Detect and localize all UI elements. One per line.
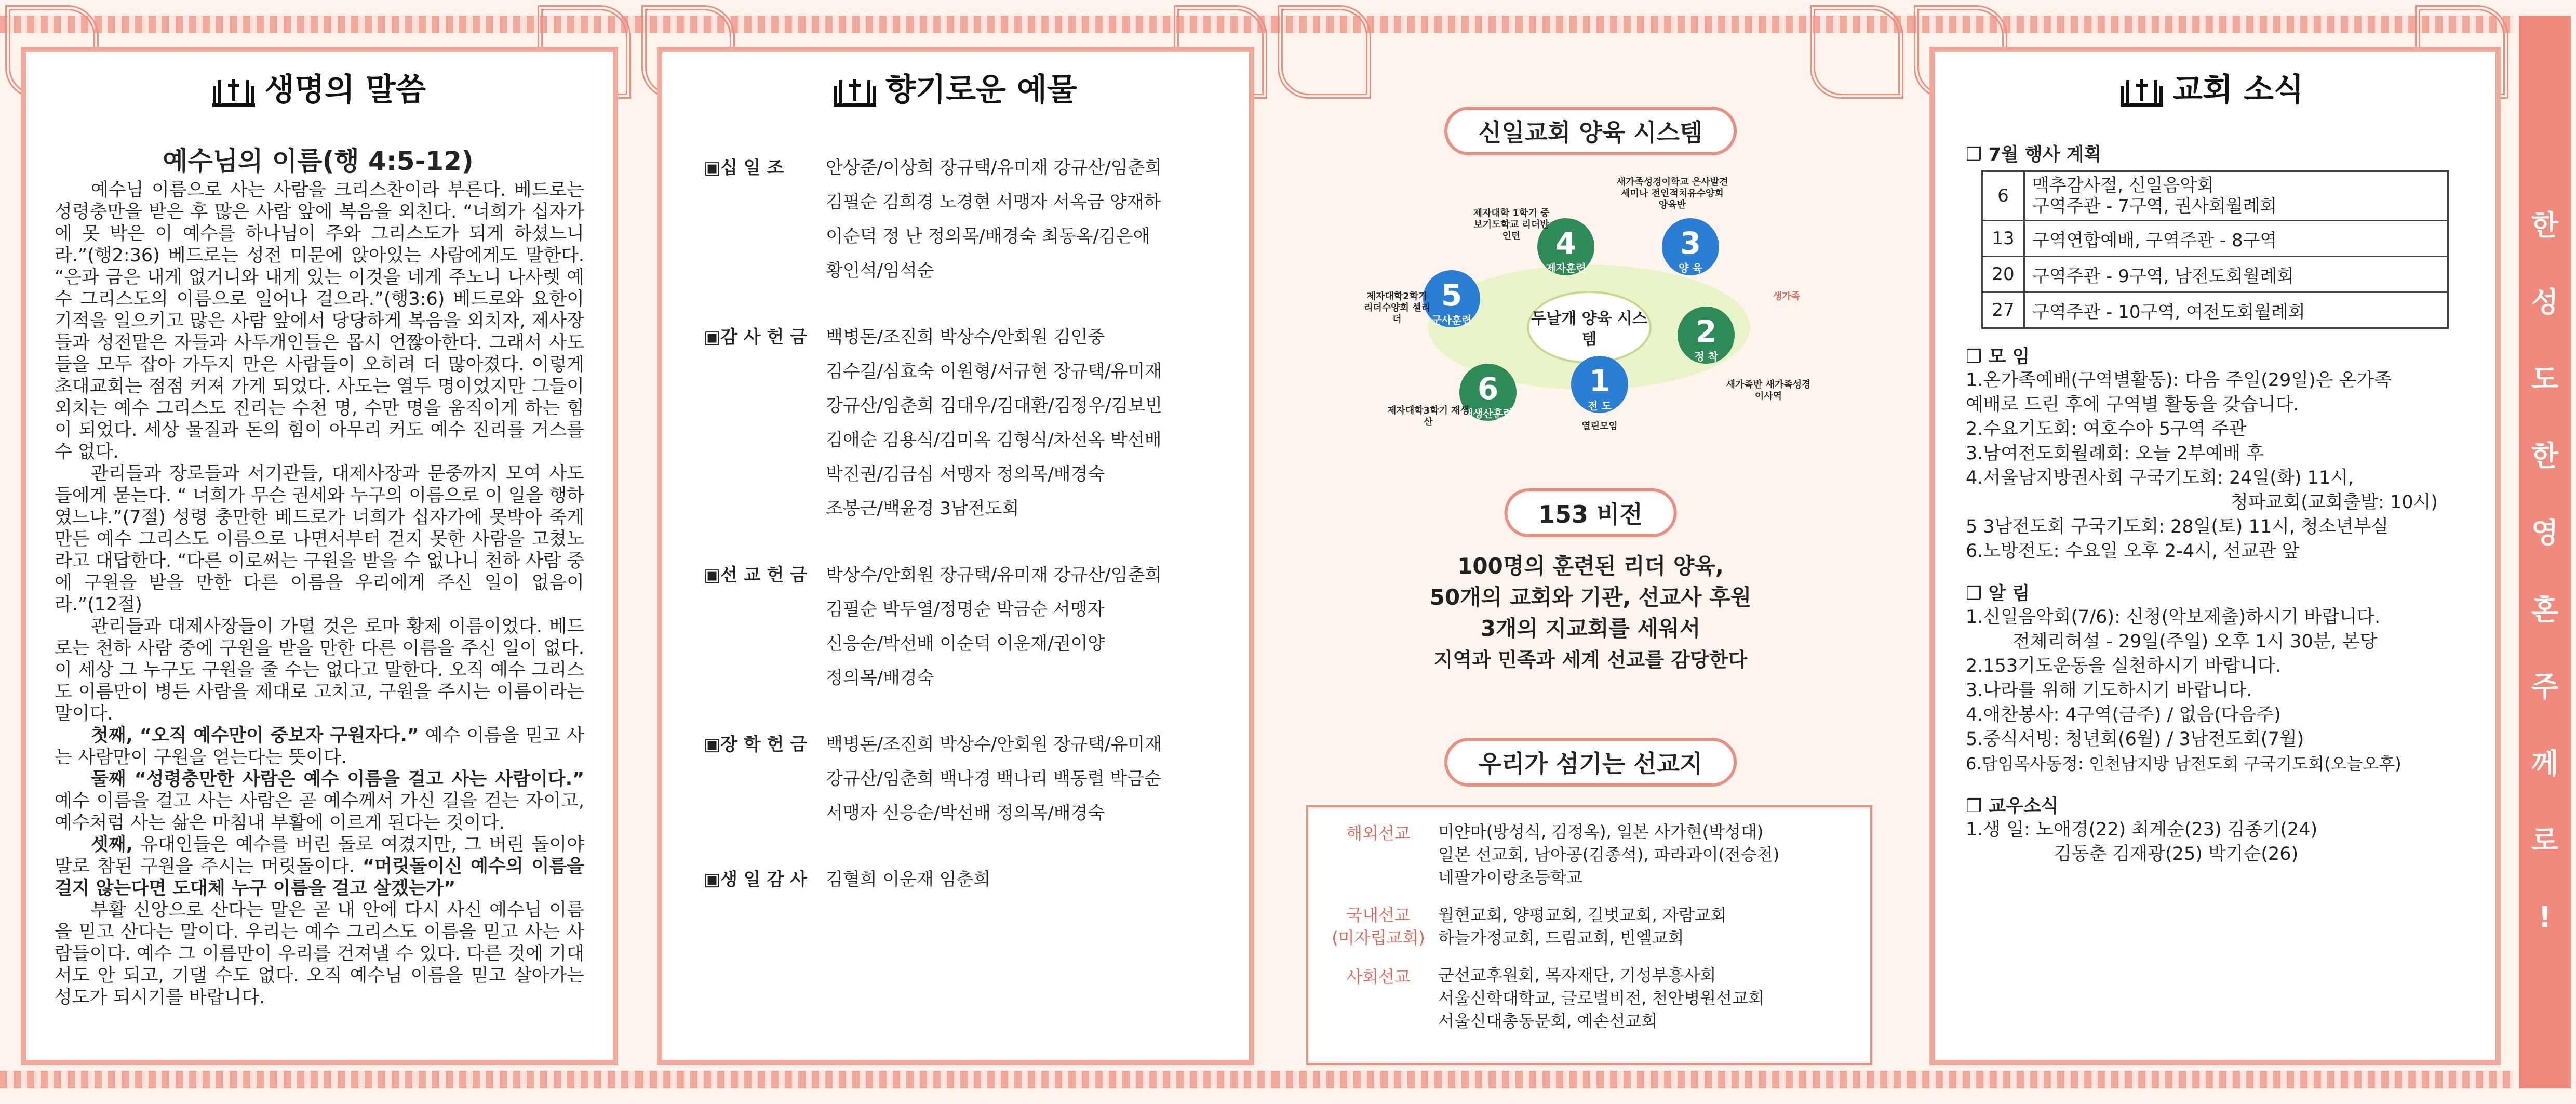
offering-label-tithe: ▣십 일 조 [704, 157, 784, 178]
panel-church-system [1272, 0, 1909, 1104]
side-banner [2519, 16, 2571, 1088]
offering-names [826, 320, 1162, 526]
notice-line: 6.담임목사동정: 인천남지방 남전도회 구국기도회(오늘오후) [1966, 754, 2401, 774]
bottom-stripe [636, 1071, 1272, 1088]
section-heading-events: ❒ 7월 행사 계획 [1966, 144, 2102, 165]
meetings-list [1966, 368, 2496, 564]
mission-line: 하늘가정교회, 드림교회, 빈엘교회 [1438, 928, 1684, 948]
point-two-text: 예수 이름을 걸고 사는 사람은 곧 예수께서 가신 길을 걷는 자이고, 예수처럼 사는 삶은 마침내 부활에 이르게 된다는 것이다. [55, 791, 584, 833]
vision-line: 50개의 교회와 기관, 선교사 후원 [1429, 584, 1752, 610]
banner-char: 영 [2531, 516, 2559, 549]
step-name: 제자훈련 [1546, 262, 1586, 274]
meeting-line: 6.노방전도: 수요일 오후 2-4시, 선교관 앞 [1966, 541, 2300, 562]
sermon-paragraph: 관리들과 대제사장들이 가뎔 것은 로마 황제 이름이었다. 베드로는 천하 사람 중에 구원을 받을 만한 다른 이름을 주신 일이 없다. 이 세상 그 누구도 구원을 줄 수는 없다고 말한다. 오직 예수 그리스도 이름만이 병든 사람을 제대로 고치고, 구원을 주시는 이름이라는 말이다. [55, 616, 584, 724]
step-number: 4 [1555, 225, 1577, 261]
banner-char: 한 [2531, 209, 2559, 242]
panel-title [0, 65, 636, 110]
sermon-paragraph: 부활 신앙으로 산다는 말은 곧 내 안에 다시 사신 예수님 이름을 믿고 산다는 말이다. 우리는 예수 그리스도 이름을 믿고 사는 사람들이다. 예수 그 이름만이 우리를 건져낼 수 있다. 다른 것에 기대서도 안 되고, 기댈 수도 없다. 오직 예수님 이름을 믿고 살아가는 성도가 되시기를 바랍니다. [55, 900, 584, 1008]
calendar-day: 13 [1982, 221, 2024, 257]
step-circle-2[interactable] [1678, 307, 1735, 364]
bible-cross-icon [210, 76, 257, 107]
name-line: 정의목/배경숙 [826, 668, 934, 688]
point-one-text: 예수 이름을 믿고 사는 사람만이 구원을 얻는다는 뜻이다. [55, 725, 584, 768]
offering-names [826, 558, 1162, 695]
section-heading-members: ❒ 교우소식 [1966, 796, 2059, 817]
step-name: 전 도 [1588, 400, 1612, 412]
sermon-paragraph: 예수님 이름으로 사는 사람을 크리스찬이라 부른다. 베드로는 성령충만을 받은 후 많은 사람 앞에 복음을 외친다. “너희가 십자가에 못 박은 이 예수를 하나님이 주와 그리스도가 되게 하셨느니라.”(행2:36) 베드로는 성전 미문에 앉아있는 사람에게도 말한다. “은과 금은 내게 없거니와 내게 있는 이것을 네게 주노니 나사렛 예수 그리스도의 이름으로 일어나 걸으라.”(행3:6) 베드로와 요한이 기적을 일으키고 많은 사람 앞에서 당당하게 복음을 외치자, 제사장들과 성전맡은 자들과 사두개인들은 몹시 언짢아한다. 그래서 사도들을 모두 잡아 가두지 만은 사람들이 오히려 더 많아졌다. 이렇게 초대교회는 점점 커져 가게 되었다. 사도는 열두 명이었지만 그들이 외치는 예수 그리스도 진리는 수천 명, 수만 명을 움직이게 하는 힘이 되었다. 세상 물질과 돈의 힘이 아무리 커도 예수 진리를 거스를 수 없다. [55, 180, 584, 462]
name-line: 신응순/박선배 이순덕 이운재/권이양 [826, 633, 1105, 654]
system-title: 신일교회 양육 시스템 [1444, 107, 1737, 155]
mission-line: 미얀마(방성식, 김정옥), 일본 사가현(박성대) [1438, 822, 1764, 842]
step-number: 3 [1680, 225, 1701, 261]
offering-section [704, 320, 1233, 526]
diagram-label: 열린모임 [1581, 421, 1618, 432]
title-text: 생명의 말씀 [264, 72, 426, 108]
mission-box [1306, 805, 1872, 1065]
mission-row [1319, 903, 1860, 949]
name-line: 조봉근/백윤경 3남전도회 [826, 498, 1019, 519]
step-name: 정 착 [1694, 350, 1718, 363]
notice-line: 1.신일음악회(7/6): 신청(악보제출)하시기 바랍니다. [1966, 607, 2381, 628]
mission-line: 월현교회, 양평교회, 길벗교회, 자람교회 [1438, 905, 1727, 925]
offering-label-scholarship: ▣장 학 헌 금 [704, 734, 808, 755]
vision-line: 3개의 지교회를 세워서 [1480, 616, 1701, 641]
name-line: 박진권/김금심 서맹자 정의목/배경숙 [826, 464, 1105, 485]
calendar-row [1982, 221, 2448, 257]
step-name: 양 육 [1679, 262, 1702, 274]
member-line: 김동춘 김재광(25) 박기순(26) [2054, 844, 2299, 864]
center-text: 두날개 양육 시스템 [1531, 310, 1647, 349]
offering-section [704, 862, 1233, 897]
mission-row [1319, 964, 1860, 1032]
calendar-day: 20 [1982, 257, 2024, 292]
panel-word-of-life [0, 0, 636, 1104]
news-content [1966, 140, 2496, 867]
mission-lines [1438, 903, 1727, 949]
name-line: 서맹자 신응순/박선배 정의목/배경숙 [826, 803, 1105, 823]
meeting-line: 5 3남전도회 구국기도회: 28일(토) 11시, 청소년부실 [1966, 516, 2389, 537]
banner-char: 로 [2531, 824, 2559, 857]
notice-line: 2.153기도운동을 실천하시기 바랍니다. [1966, 656, 2281, 676]
corner-ornament [1810, 5, 1903, 99]
offering-names [826, 862, 990, 897]
banner-text [2519, 187, 2571, 956]
sermon-body [55, 179, 584, 1008]
step-circle-1[interactable] [1571, 356, 1628, 413]
title-text: 교회 소식 [2172, 72, 2304, 108]
name-line: 강규산/임춘희 김대우/김대환/김정우/김보빈 [826, 395, 1162, 416]
mission-line: 네팔가이랑초등학교 [1438, 868, 1583, 887]
mission-line: 서울신대총동문회, 예손선교회 [1438, 1011, 1658, 1031]
name-line: 김필순 김희경 노경현 서맹자 서옥금 양재하 [826, 192, 1161, 212]
sermon-subtitle: 예수님의 이름(행 4:5-12) [163, 146, 474, 176]
panel-offerings [636, 0, 1272, 1104]
event-calendar [1981, 170, 2449, 329]
corner-ornament [1278, 5, 1371, 99]
bible-cross-icon [2118, 76, 2165, 107]
members-list [1966, 818, 2496, 867]
system-diagram [1366, 171, 1813, 462]
meeting-line: 2.수요기도회: 여호수아 5구역 주관 [1966, 419, 2247, 440]
bottom-stripe [0, 1071, 636, 1088]
step-number: 1 [1589, 363, 1611, 398]
member-line: 1.생 일: 노애경(22) 최계순(23) 김종기(24) [1966, 819, 2318, 840]
meeting-line: 3.남여전도회월례회: 오늘 2부예배 후 [1966, 443, 2264, 464]
bottom-stripe [1272, 1071, 1909, 1088]
notice-line: 3.나라를 위해 기도하시기 바랍니다. [1966, 680, 2252, 701]
sermon-paragraph [55, 725, 584, 768]
banner-char: 께 [2531, 747, 2559, 780]
point-two: 둘째 “성령충만한 사람은 예수 이름을 걸고 사는 사람이다.” [91, 769, 584, 790]
notice-line: 전체리허설 - 29일(주일) 오후 1시 30분, 본당 [2013, 631, 2378, 652]
name-line: 백병돈/조진희 박상수/안회원 장규택/유미재 [826, 734, 1162, 755]
meeting-line: 청파교회(교회출발: 10시) [2231, 492, 2438, 513]
sermon-paragraph [55, 834, 584, 899]
banner-char: 한 [2531, 440, 2559, 472]
step-name: 군사훈련 [1431, 314, 1472, 326]
offering-names [826, 727, 1162, 830]
step-number: 6 [1477, 371, 1499, 406]
calendar-text: 구역주관 - 10구역, 여전도회월례회 [2024, 292, 2448, 328]
name-line: 박상수/안회원 장규택/유미재 강규산/임춘희 [826, 565, 1162, 586]
vision-line: 지역과 민족과 세계 선교를 감당한다 [1433, 648, 1748, 671]
name-line: 이순덕 정 난 정의목/배경숙 최동옥/김은애 [826, 226, 1150, 247]
offering-section [704, 727, 1233, 830]
sermon-paragraph [55, 768, 584, 834]
point-three-text: 유대인들은 예수를 버린 돌로 여겼지만, 그 버린 돌이야말로 참된 구원을 주시는 머릿돌이다. [55, 834, 584, 877]
meeting-line: 예배로 드린 후에 구역별 활동을 갖습니다. [1966, 394, 2299, 415]
vision-text [1272, 551, 1909, 675]
mission-line: 일본 선교회, 남아공(김종석), 파라과이(전승천) [1438, 845, 1780, 864]
calendar-text: 구역주관 - 9구역, 남전도회월례회 [2024, 257, 2448, 292]
offering-section [704, 151, 1233, 288]
name-line: 김수길/심효숙 이원형/서규현 장규택/유미재 [826, 361, 1162, 382]
mission-row [1319, 820, 1860, 889]
diagram-label: 새가족반 새가족성경이사역 [1726, 379, 1811, 402]
name-line: 안상준/이상희 장규택/유미재 강규산/임춘희 [826, 157, 1162, 178]
offering-list [704, 151, 1233, 897]
point-one: 첫째, “오직 예수만이 중보자 구원자다.” [91, 725, 419, 746]
point-three-emphasis: “머릿돌이신 예수의 이름을 걸지 않는다면 도대체 누구 이름을 걸고 살겠는가” [55, 856, 584, 899]
step-number: 2 [1695, 314, 1717, 349]
bottom-stripe [1909, 1071, 2514, 1088]
bible-cross-icon [831, 76, 878, 107]
name-line: 김혈희 이운재 임춘희 [826, 869, 991, 890]
calendar-text: 구역연합예배, 구역주관 - 8구역 [2024, 221, 2448, 257]
diagram-label: 제자대학3학기 재생산 [1387, 405, 1469, 428]
diagram-label: 제자대학 1학기 중보기도학교 리더반 인턴 [1473, 208, 1550, 242]
banner-char: 주 [2531, 670, 2559, 703]
name-line: 김필순 박두열/정명순 박금순 서맹자 [826, 599, 1105, 620]
mission-label: 국내선교 (미자립교회) [1332, 905, 1425, 948]
mission-line: 군선교후원회, 목자재단, 기성부흥사회 [1438, 965, 1716, 985]
calendar-row [1982, 257, 2448, 292]
vision-line: 100명의 훈련된 리더 양육, [1457, 553, 1724, 579]
calendar-row [1982, 292, 2448, 328]
mission-lines [1438, 820, 1779, 889]
notices-list [1966, 605, 2496, 776]
name-line: 백병돈/조진희 박상수/안회원 김인중 [826, 327, 1105, 348]
panel-title [636, 65, 1272, 110]
name-line: 강규산/임춘희 백나경 백나리 백동렬 박금순 [826, 768, 1161, 789]
banner-char: 성 [2531, 286, 2559, 318]
calendar-day: 27 [1982, 292, 2024, 328]
mission-title: 우리가 섬기는 선교지 [1444, 738, 1737, 787]
point-three: 셋째, [91, 834, 133, 855]
calendar-text: 맥추감사절, 신일음악회 구역주관 - 7구역, 권사회월례회 [2024, 171, 2448, 221]
section-heading-notices: ❒ 알 림 [1966, 583, 2030, 604]
diagram-label: 새가족성경이학교 은사발견세미나 전인적치유수양회 양육반 [1616, 177, 1728, 210]
name-line: 김애순 김용식/김미옥 김형식/차선옥 박선배 [826, 430, 1162, 450]
mission-label: 사회선교 [1346, 967, 1411, 987]
step-circle-3[interactable] [1662, 218, 1719, 275]
banner-char: 도 [2531, 363, 2559, 395]
offering-label-birthday: ▣생 일 감 사 [704, 869, 808, 890]
offering-label-thanks: ▣감 사 헌 금 [704, 327, 808, 348]
calendar-row [1982, 171, 2448, 221]
section-heading-meetings: ❒ 모 임 [1966, 347, 2030, 367]
offering-label-mission: ▣선 교 헌 금 [704, 565, 808, 586]
name-line: 황인석/임석순 [826, 260, 934, 281]
step-number: 5 [1441, 277, 1463, 313]
center-label [1527, 291, 1652, 364]
notice-line: 4.애찬봉사: 4구역(금주) / 없음(다음주) [1966, 704, 2281, 725]
notice-line: 5.중식서빙: 청년회(6월) / 3남전도회(7월) [1966, 729, 2304, 750]
panel-church-news [1909, 0, 2514, 1104]
step-name: 재생산훈련 [1463, 407, 1513, 420]
diagram-label: 제자대학2학기 리더수양회 셀리더 [1364, 291, 1430, 325]
banner-char: ! [2538, 901, 2552, 934]
title-text: 향기로운 예물 [886, 72, 1077, 108]
mission-label: 해외선교 [1346, 823, 1411, 843]
mission-lines [1438, 964, 1764, 1032]
meeting-line: 1.온가족예배(구역별활동): 다음 주일(29일)은 온가족 [1966, 370, 2392, 391]
panel-title [1909, 65, 2514, 110]
offering-names [826, 151, 1162, 288]
banner-char: 혼 [2531, 593, 2559, 626]
offering-section [704, 558, 1233, 695]
meeting-line: 4.서울남지방권사회 구국기도회: 24일(화) 11시, [1966, 468, 2354, 488]
calendar-day: 6 [1982, 171, 2024, 221]
mission-line: 서울신학대학교, 글로벌비전, 천안병원선교회 [1438, 988, 1765, 1008]
vision-title: 153 비전 [1504, 488, 1677, 537]
diagram-label: 생가족 [1773, 291, 1801, 302]
sermon-paragraph: 관리들과 장로들과 서기관들, 대제사장과 문중까지 모여 사도들에게 묻는다. “ 너희가 무슨 권세와 누구의 이름으로 이 일을 행하였느냐.”(7절) 성령 충만한 베드로가 너희가 십자가에 못박아 죽게 만든 예수 그리스도 이름으로 나면서부터 걷지 못한 사람을 고쳤노라고 대답한다. “다른 이로써는 구원을 받을 수 없나니 천하 사람 중에 구원을 받을 만한 다른 이름을 우리에게 주신 일이 없음이라.”(12절) [55, 463, 584, 615]
